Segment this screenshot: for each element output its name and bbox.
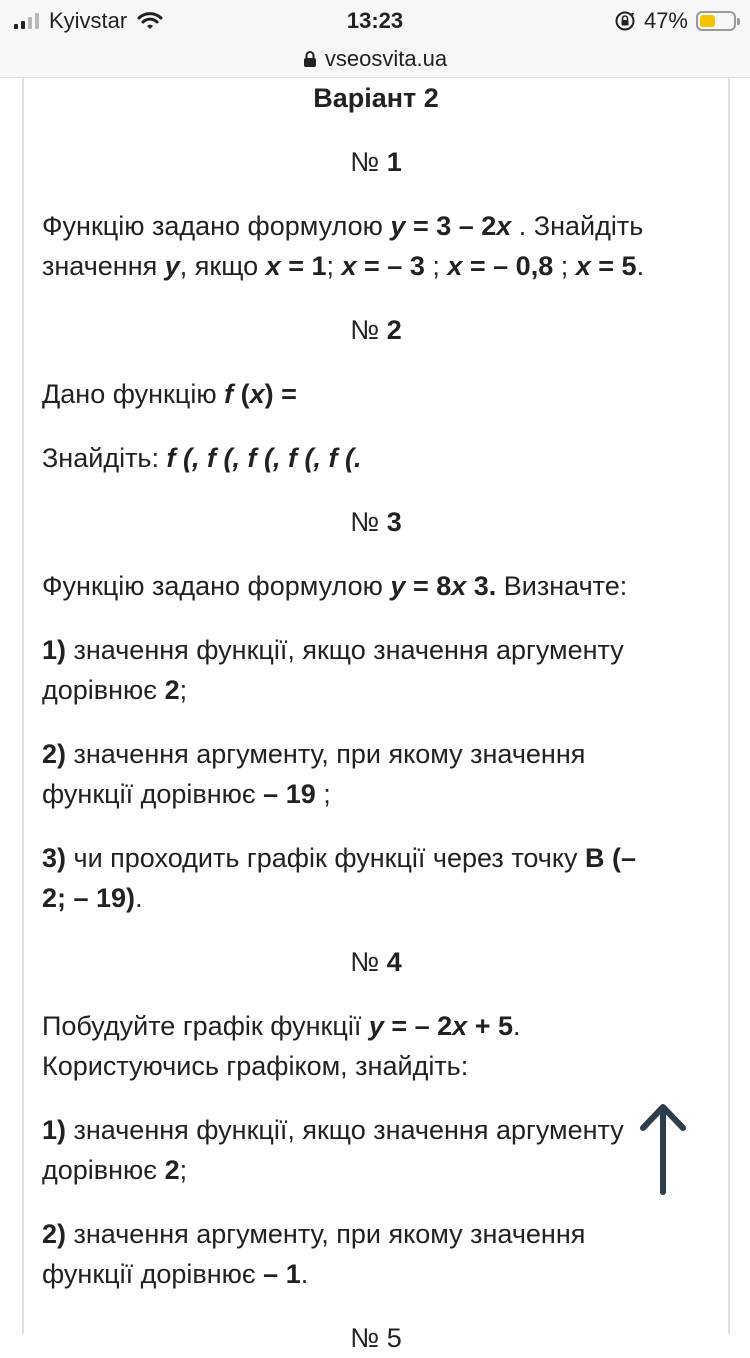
- task3-item3-line1: 3) чи проходить графік функції через точку В (–: [42, 843, 637, 873]
- task1-line2: значення y, якщо x = 1; x = – 3 ; x = – 0,8 ; x = 5.: [42, 251, 645, 281]
- task3-item1-line2: дорівнює 2;: [42, 675, 188, 705]
- task2-given: Дано функцію f (x) =: [42, 379, 297, 409]
- task4-line2: Користуючись графіком, знайдіть:: [42, 1051, 469, 1081]
- task4-line1: Побудуйте графік функції y = – 2x + 5.: [42, 1011, 521, 1041]
- task3-item2-line2: функції дорівнює – 19 ;: [42, 779, 331, 809]
- rotation-lock-icon: [614, 10, 636, 32]
- battery-percent: 47%: [643, 8, 688, 33]
- task3-item3-line2: 2; – 19).: [42, 883, 143, 913]
- battery-icon: [696, 11, 736, 31]
- url-bar[interactable]: [0, 40, 750, 78]
- task4-item2-line2: функції дорівнює – 1.: [42, 1259, 309, 1289]
- url-domain[interactable]: vseosvita.ua: [324, 45, 448, 71]
- task5-heading-partial: № 5: [350, 1323, 402, 1353]
- scroll-to-top-arrow-icon[interactable]: [640, 1102, 686, 1196]
- task2-find: Знайдіть: f (, f (, f (, f (, f (.: [42, 443, 362, 473]
- task3-item2-line1: 2) значення аргументу, при якому значення: [42, 739, 586, 769]
- task1-heading: № 1: [350, 147, 402, 177]
- status-right: [614, 8, 736, 34]
- page-title: Варіант 2: [313, 83, 439, 113]
- task3-item1-line1: 1) значення функції, якщо значення аргументу: [42, 635, 624, 665]
- task4-item1-line2: дорівнює 2;: [42, 1155, 188, 1185]
- task3-line1: Функцію задано формулою y = 8x 3. Визначте:: [42, 571, 628, 601]
- task4-item1-line1: 1) значення функції, якщо значення аргументу: [42, 1115, 624, 1145]
- task3-heading: № 3: [350, 507, 402, 537]
- status-time: 13:23: [346, 8, 404, 33]
- task4-heading: № 4: [350, 947, 402, 977]
- task4-item2-line1: 2) значення аргументу, при якому значення: [42, 1219, 586, 1249]
- task1-line1: Функцію задано формулою y = 3 – 2x . Знайдіть: [42, 211, 644, 241]
- battery-level: [700, 15, 715, 27]
- padlock-icon: [303, 50, 317, 68]
- status-bar: [0, 0, 750, 40]
- carrier-name: Kyivstar: [49, 8, 128, 33]
- task2-heading: № 2: [350, 315, 402, 345]
